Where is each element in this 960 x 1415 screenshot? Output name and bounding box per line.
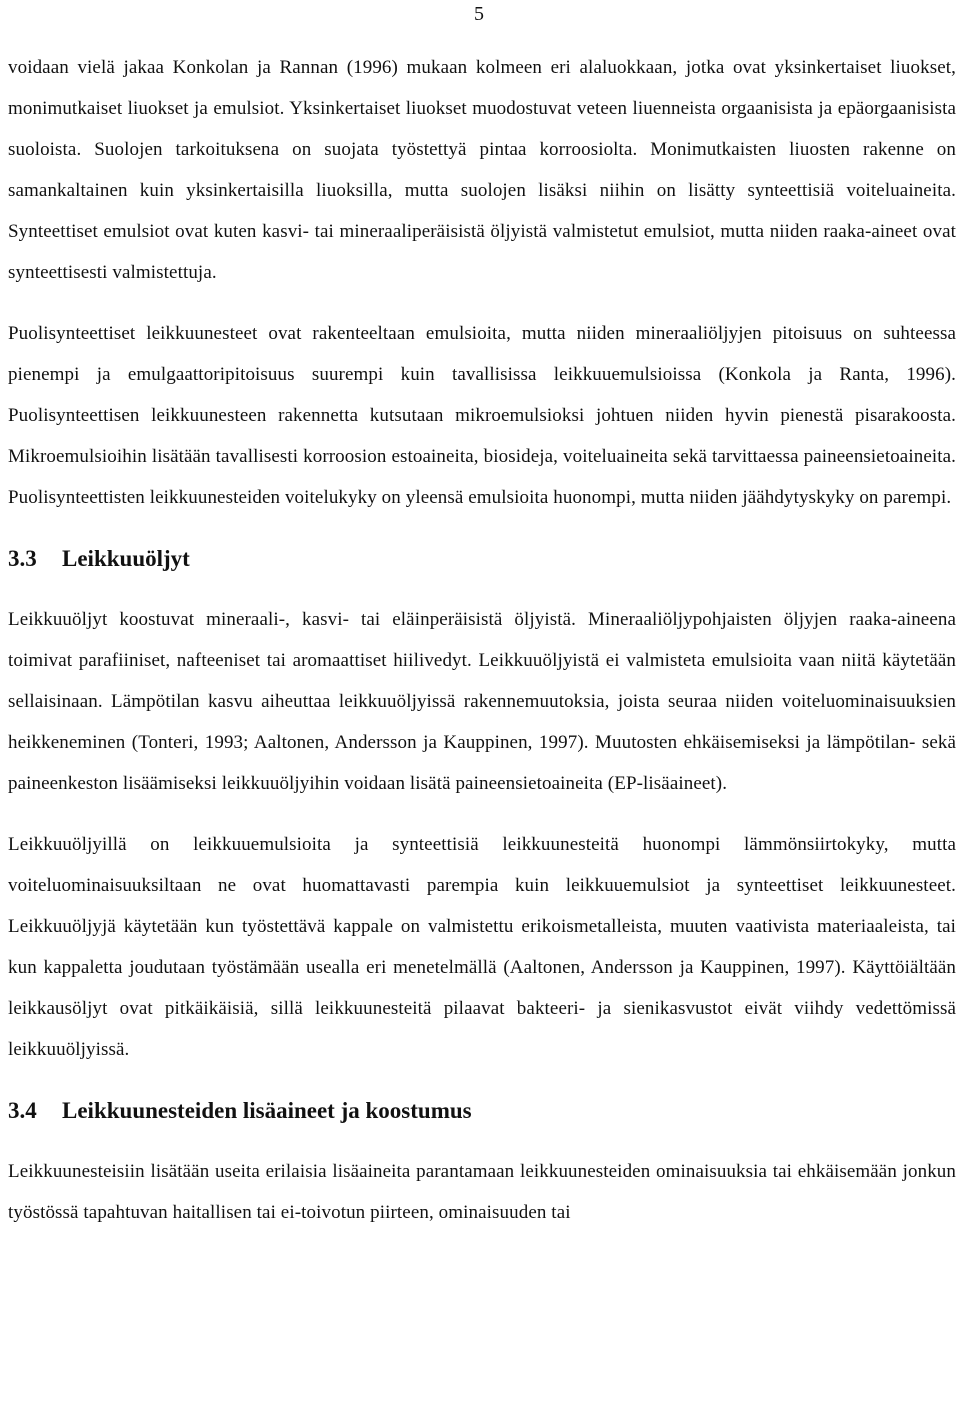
section-title: Leikkuunesteiden lisäaineet ja koostumus — [62, 1098, 472, 1123]
paragraph-leikkuuoljyt-ominaisuudet: Leikkuuöljyillä on leikkuuemulsioita ja synteettisiä leikkuunesteitä huonompi lämmönsiirtokyky, mutta voiteluominaisuuksiltaan ne ovat huomattavasti parempia kuin leikkuuemulsiot ja synteettiset leikkuunesteet. Leikkuuöljyjä käytetään kun työstettävä kappale on valmistettu erikoismetalleista, muuten vaativista materiaaleista, tai kun kappaletta joudutaan työstämään usealla eri menetelmällä (Aaltonen, Andersson ja Kauppinen, 1997). Käyttöiältään leikkausöljyt ovat pitkäikäisiä, sillä leikkuunesteitä pilaavat bakteeri- ja sienikasvustot eivät viihdy vedettömissä leikkuuöljyissä. — [8, 834, 956, 1060]
section-heading-3-3 — [8, 538, 956, 579]
paragraph-lisaaineet: Leikkuunesteisiin lisätään useita erilaisia lisäaineita parantamaan leikkuunesteiden ominaisuuksia tai ehkäisemään jonkun työstössä tapahtuvan haitallisen tai ei-toivotun piirteen, ominaisuuden tai — [8, 1161, 956, 1223]
paragraph-puolisynteettiset: Puolisynteettiset leikkuunesteet ovat rakenteeltaan emulsioita, mutta niiden mineraaliöljyjen pitoisuus on suhteessa pienempi ja emulgaattoripitoisuus suurempi kuin tavallisissa leikkuuemulsioissa (Konkola ja Ranta, 1996). Puolisynteettisen leikkuunesteen rakennetta kutsutaan mikroemulsioksi johtuen niiden hyvin pienestä pisarakoosta. Mikroemulsioihin lisätään tavallisesti korroosion estoaineita, biosideja, voiteluaineita sekä tarvittaessa paineensietoaineita. Puolisynteettisten leikkuunesteiden voitelukyky on yleensä emulsioita huonompi, mutta niiden jäähdytyskyky on parempi. — [8, 323, 956, 508]
paragraph-intro: voidaan vielä jakaa Konkolan ja Rannan (1996) mukaan kolmeen eri alaluokkaan, jotka ovat yksinkertaiset liuokset, monimutkaiset liuokset ja emulsiot. Yksinkertaiset liuokset muodostuvat veteen liuenneista orgaanisista ja epäorgaanisista suoloista. Suolojen tarkoituksena on suojata työstettyä pintaa korroosiolta. Monimutkaisten liuosten rakenne on samankaltainen kuin yksinkertaisilla liuoksilla, mutta suolojen lisäksi niihin on lisätty synteettisiä voiteluaineita. Synteettiset emulsiot ovat kuten kasvi- tai mineraaliperäisistä öljyistä valmistetut emulsiot, mutta niiden raaka-aineet ovat synteettisesti valmistettuja. — [8, 57, 956, 283]
document-body — [8, 47, 956, 1233]
paragraph-leikkuuoljyt: Leikkuuöljyt koostuvat mineraali-, kasvi- tai eläinperäisistä öljyistä. Mineraaliöljypohjaisten öljyjen raaka-aineena toimivat parafiiniset, nafteeniset tai aromaattiset hiilivedyt. Leikkuuöljyistä ei valmisteta emulsioita vaan niitä käytetään sellaisinaan. Lämpötilan kasvu aiheuttaa leikkuuöljyissä rakennemuutoksia, joista seuraa niiden voiteluominaisuuksien heikkeneminen (Tonteri, 1993; Aaltonen, Andersson ja Kauppinen, 1997). Muutosten ehkäisemiseksi ja lämpötilan- sekä paineenkeston lisäämiseksi leikkuuöljyihin voidaan lisätä paineensietoaineita (EP-lisäaineet). — [8, 609, 956, 794]
section-heading-3-4 — [8, 1090, 956, 1131]
section-number: 3.3 — [8, 546, 37, 571]
section-title: Leikkuuöljyt — [62, 546, 190, 571]
section-number: 3.4 — [8, 1098, 37, 1123]
page-number: 5 — [474, 3, 484, 25]
